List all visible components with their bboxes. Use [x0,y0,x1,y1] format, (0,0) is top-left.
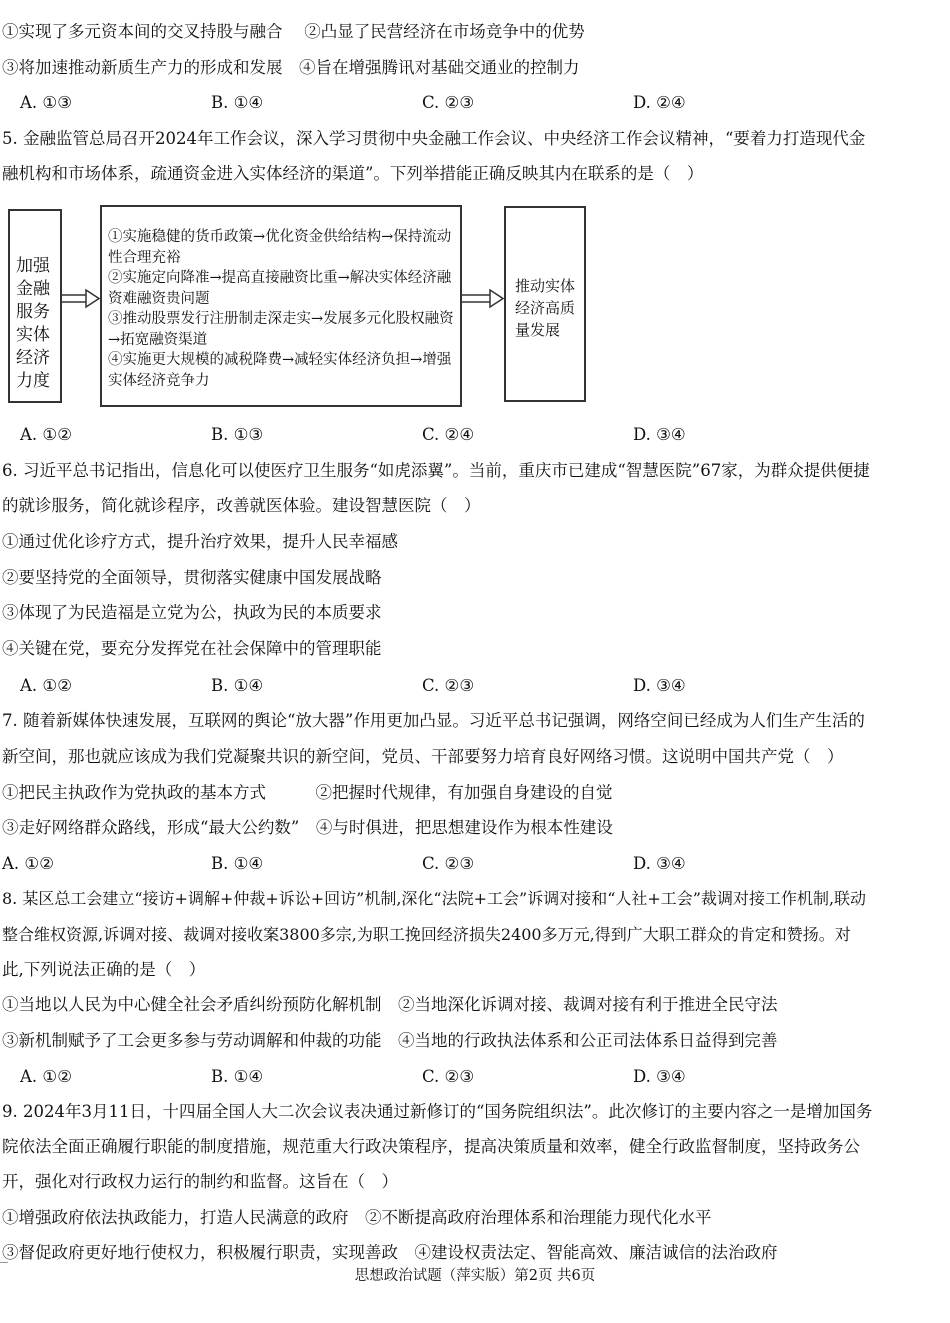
q8-option-b[interactable]: B. ①④ [211,1067,264,1086]
q8-item-3-4: ③新机制赋予了工会更多参与劳动调解和仲裁的功能 ④当地的行政执法体系和公正司法体系日益得到完善 [2,1031,778,1050]
diagram-path-4: ④实施更大规模的减税降费→减轻实体经济负担→增强实体经济竞争力 [108,352,452,389]
q8-options [0,1066,950,1088]
q9-stem-line-1: 9. 2024年3月11日，十四届全国人大二次会议表决通过新修订的“国务院组织法”。此次修订的主要内容之一是增加国务 [2,1102,873,1121]
q7-stem-line-1: 7. 随着新媒体快速发展，互联网的舆论“放大器”作用更加凸显。习近平总书记强调，网络空间已经成为人们生产生活的 [2,711,865,730]
q6-options [0,675,950,697]
q9-stem-line-2: 院依法全面正确履行职能的制度措施，规范重大行政决策程序，提高决策质量和效率，健全行政监督制度，坚持政务公 [2,1137,860,1156]
q4-option-d[interactable]: D. ②④ [633,93,686,112]
page-footer: 思想政治试题（萍实版）第2页 共6页 [354,1268,596,1284]
q6-option-a[interactable]: A. ①② [20,676,72,695]
q6-option-c[interactable]: C. ②③ [422,676,475,695]
q6-item-4: ④关键在党，要充分发挥党在社会保障中的管理职能 [2,639,382,658]
diagram-path-3: ③推动股票发行注册制走深走实→发展多元化股权融资→拓宽融资渠道 [108,311,454,348]
q8-option-d[interactable]: D. ③④ [633,1067,686,1086]
page-edge-mark [0,1262,8,1263]
q4-item-1-2: ①实现了多元资本间的交叉持股与融合 ②凸显了民营经济在市场竞争中的优势 [2,22,585,41]
q8-stem-line-3: 此,下列说法正确的是（ ） [2,960,206,979]
q8-stem-line-2: 整合维权资源,诉调对接、裁调对接收案3800多宗,为职工挽回经济损失2400多万元,得到广大职工群众的肯定和赞扬。对 [2,925,851,944]
diagram-left-text: 加强金融服务实体经济力度 [16,256,50,391]
q5-stem-line-1: 5. 金融监管总局召开2024年工作会议，深入学习贯彻中央金融工作会议、中央经济工作会议精神，“要着力打造现代金 [2,129,866,148]
q9-item-1-2: ①增强政府依法执政能力，打造人民满意的政府 ②不断提高政府治理体系和治理能力现代化水平 [2,1208,712,1227]
q7-stem-line-2: 新空间，那也就应该成为我们党凝聚共识的新空间，党员、干部要努力培育良好网络习惯。这说明中国共产党（ ） [2,747,844,766]
q5-options [0,424,950,446]
q8-item-1-2: ①当地以人民为中心健全社会矛盾纠纷预防化解机制 ②当地深化诉调对接、裁调对接有利于推进全民守法 [2,995,778,1014]
diagram-right-box [504,206,586,402]
q6-item-1: ①通过优化诊疗方式，提升治疗效果，提升人民幸福感 [2,532,398,551]
q5-option-b[interactable]: B. ①③ [211,425,264,444]
q8-option-a[interactable]: A. ①② [20,1067,72,1086]
q5-stem-line-2: 融机构和市场体系，疏通资金进入实体经济的渠道”。下列举措能正确反映其内在联系的是（ ） [2,164,704,183]
q7-option-d[interactable]: D. ③④ [633,854,686,873]
diagram-path-1: ①实施稳健的货币政策→优化资金供给结构→保持流动性合理充裕 [108,229,452,266]
q4-option-c[interactable]: C. ②③ [422,93,475,112]
q7-option-a[interactable]: A. ①② [2,854,54,873]
q4-option-b[interactable]: B. ①④ [211,93,264,112]
q6-item-3: ③体现了为民造福是立党为公，执政为民的本质要求 [2,603,382,622]
q5-option-a[interactable]: A. ①② [20,425,72,444]
q5-option-d[interactable]: D. ③④ [633,425,686,444]
q8-option-c[interactable]: C. ②③ [422,1067,475,1086]
q9-stem-line-3: 开，强化对行政权力运行的制约和监督。这旨在（ ） [2,1172,398,1191]
diagram-path-2: ②实施定向降准→提高直接融资比重→解决实体经济融资难融资贵问题 [108,270,452,307]
q6-stem-line-1: 6. 习近平总书记指出，信息化可以使医疗卫生服务“如虎添翼”。当前，重庆市已建成“智慧医院”67家，为群众提供便捷 [2,461,870,480]
q7-option-c[interactable]: C. ②③ [422,854,475,873]
q4-options [0,92,950,114]
q5-option-c[interactable]: C. ②④ [422,425,475,444]
diagram-left-box [8,209,62,403]
q6-option-d[interactable]: D. ③④ [633,676,686,695]
q5-diagram [0,200,600,412]
diagram-middle-text [108,227,458,391]
q7-item-3-4: ③走好网络群众路线，形成“最大公约数” ④与时俱进，把思想建设作为根本性建设 [2,818,613,837]
q4-option-a[interactable]: A. ①③ [20,93,72,112]
q6-stem-line-2: 的就诊服务，简化就诊程序，改善就医体验。建设智慧医院（ ） [2,496,481,515]
double-arrow-icon [462,288,504,310]
q6-option-b[interactable]: B. ①④ [211,676,264,695]
q7-option-b[interactable]: B. ①④ [211,854,264,873]
diagram-right-text: 推动实体经济高质量发展 [515,277,576,339]
q7-options [0,853,950,875]
q7-item-1-2: ①把民主执政作为党执政的基本方式 ②把握时代规律，有加强自身建设的自觉 [2,783,613,802]
q8-stem-line-1: 8. 某区总工会建立“接访+调解+仲裁+诉讼+回访”机制,深化“法院+工会”诉调对接和“人社+工会”裁调对接工作机制,联动 [2,889,867,908]
q6-item-2: ②要坚持党的全面领导，贯彻落实健康中国发展战略 [2,568,382,587]
diagram-middle-box [100,205,462,407]
q9-item-3-4: ③督促政府更好地行使权力，积极履行职责，实现善政 ④建设权责法定、智能高效、廉洁诚信的法治政府 [2,1243,778,1262]
double-arrow-icon [62,288,100,310]
q4-item-3-4: ③将加速推动新质生产力的形成和发展 ④旨在增强腾讯对基础交通业的控制力 [2,58,580,77]
